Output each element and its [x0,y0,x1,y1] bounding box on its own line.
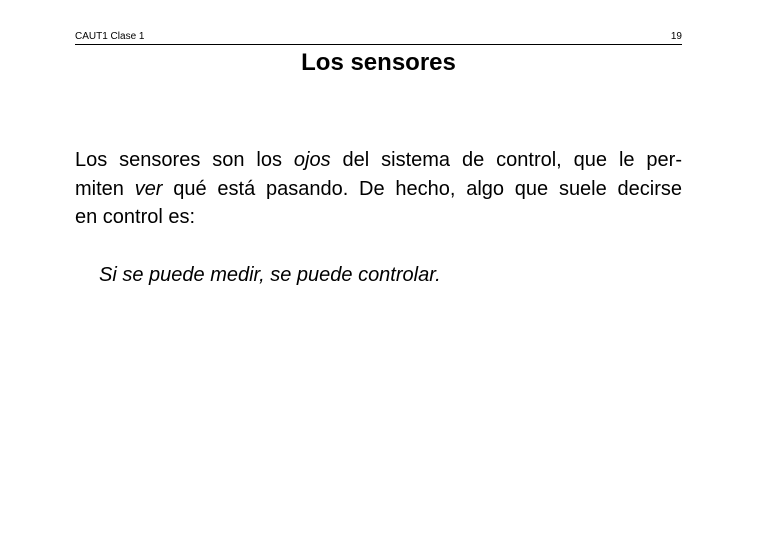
text-run: del sistema de control, que le per- [330,149,683,171]
slide-title: Los sensores [301,49,456,76]
quote-text: Si se puede medir, se puede controlar. [99,264,441,286]
text-run: miten [75,177,135,200]
text-run: qué está pasando. De hecho, algo que suele decirse [162,177,682,200]
paragraph-line-1 [75,146,682,175]
text-run: Los sensores son los [75,149,294,171]
paragraph-line-2 [75,175,682,204]
paragraph-line-3: en control es: [75,206,196,228]
course-label: CAUT1 Clase 1 [75,31,145,42]
body-paragraph [75,146,682,232]
page-header [75,30,682,45]
page-number: 19 [670,31,682,42]
italic-term-ojos: ojos [293,149,331,171]
italic-term-ver: ver [134,177,163,200]
